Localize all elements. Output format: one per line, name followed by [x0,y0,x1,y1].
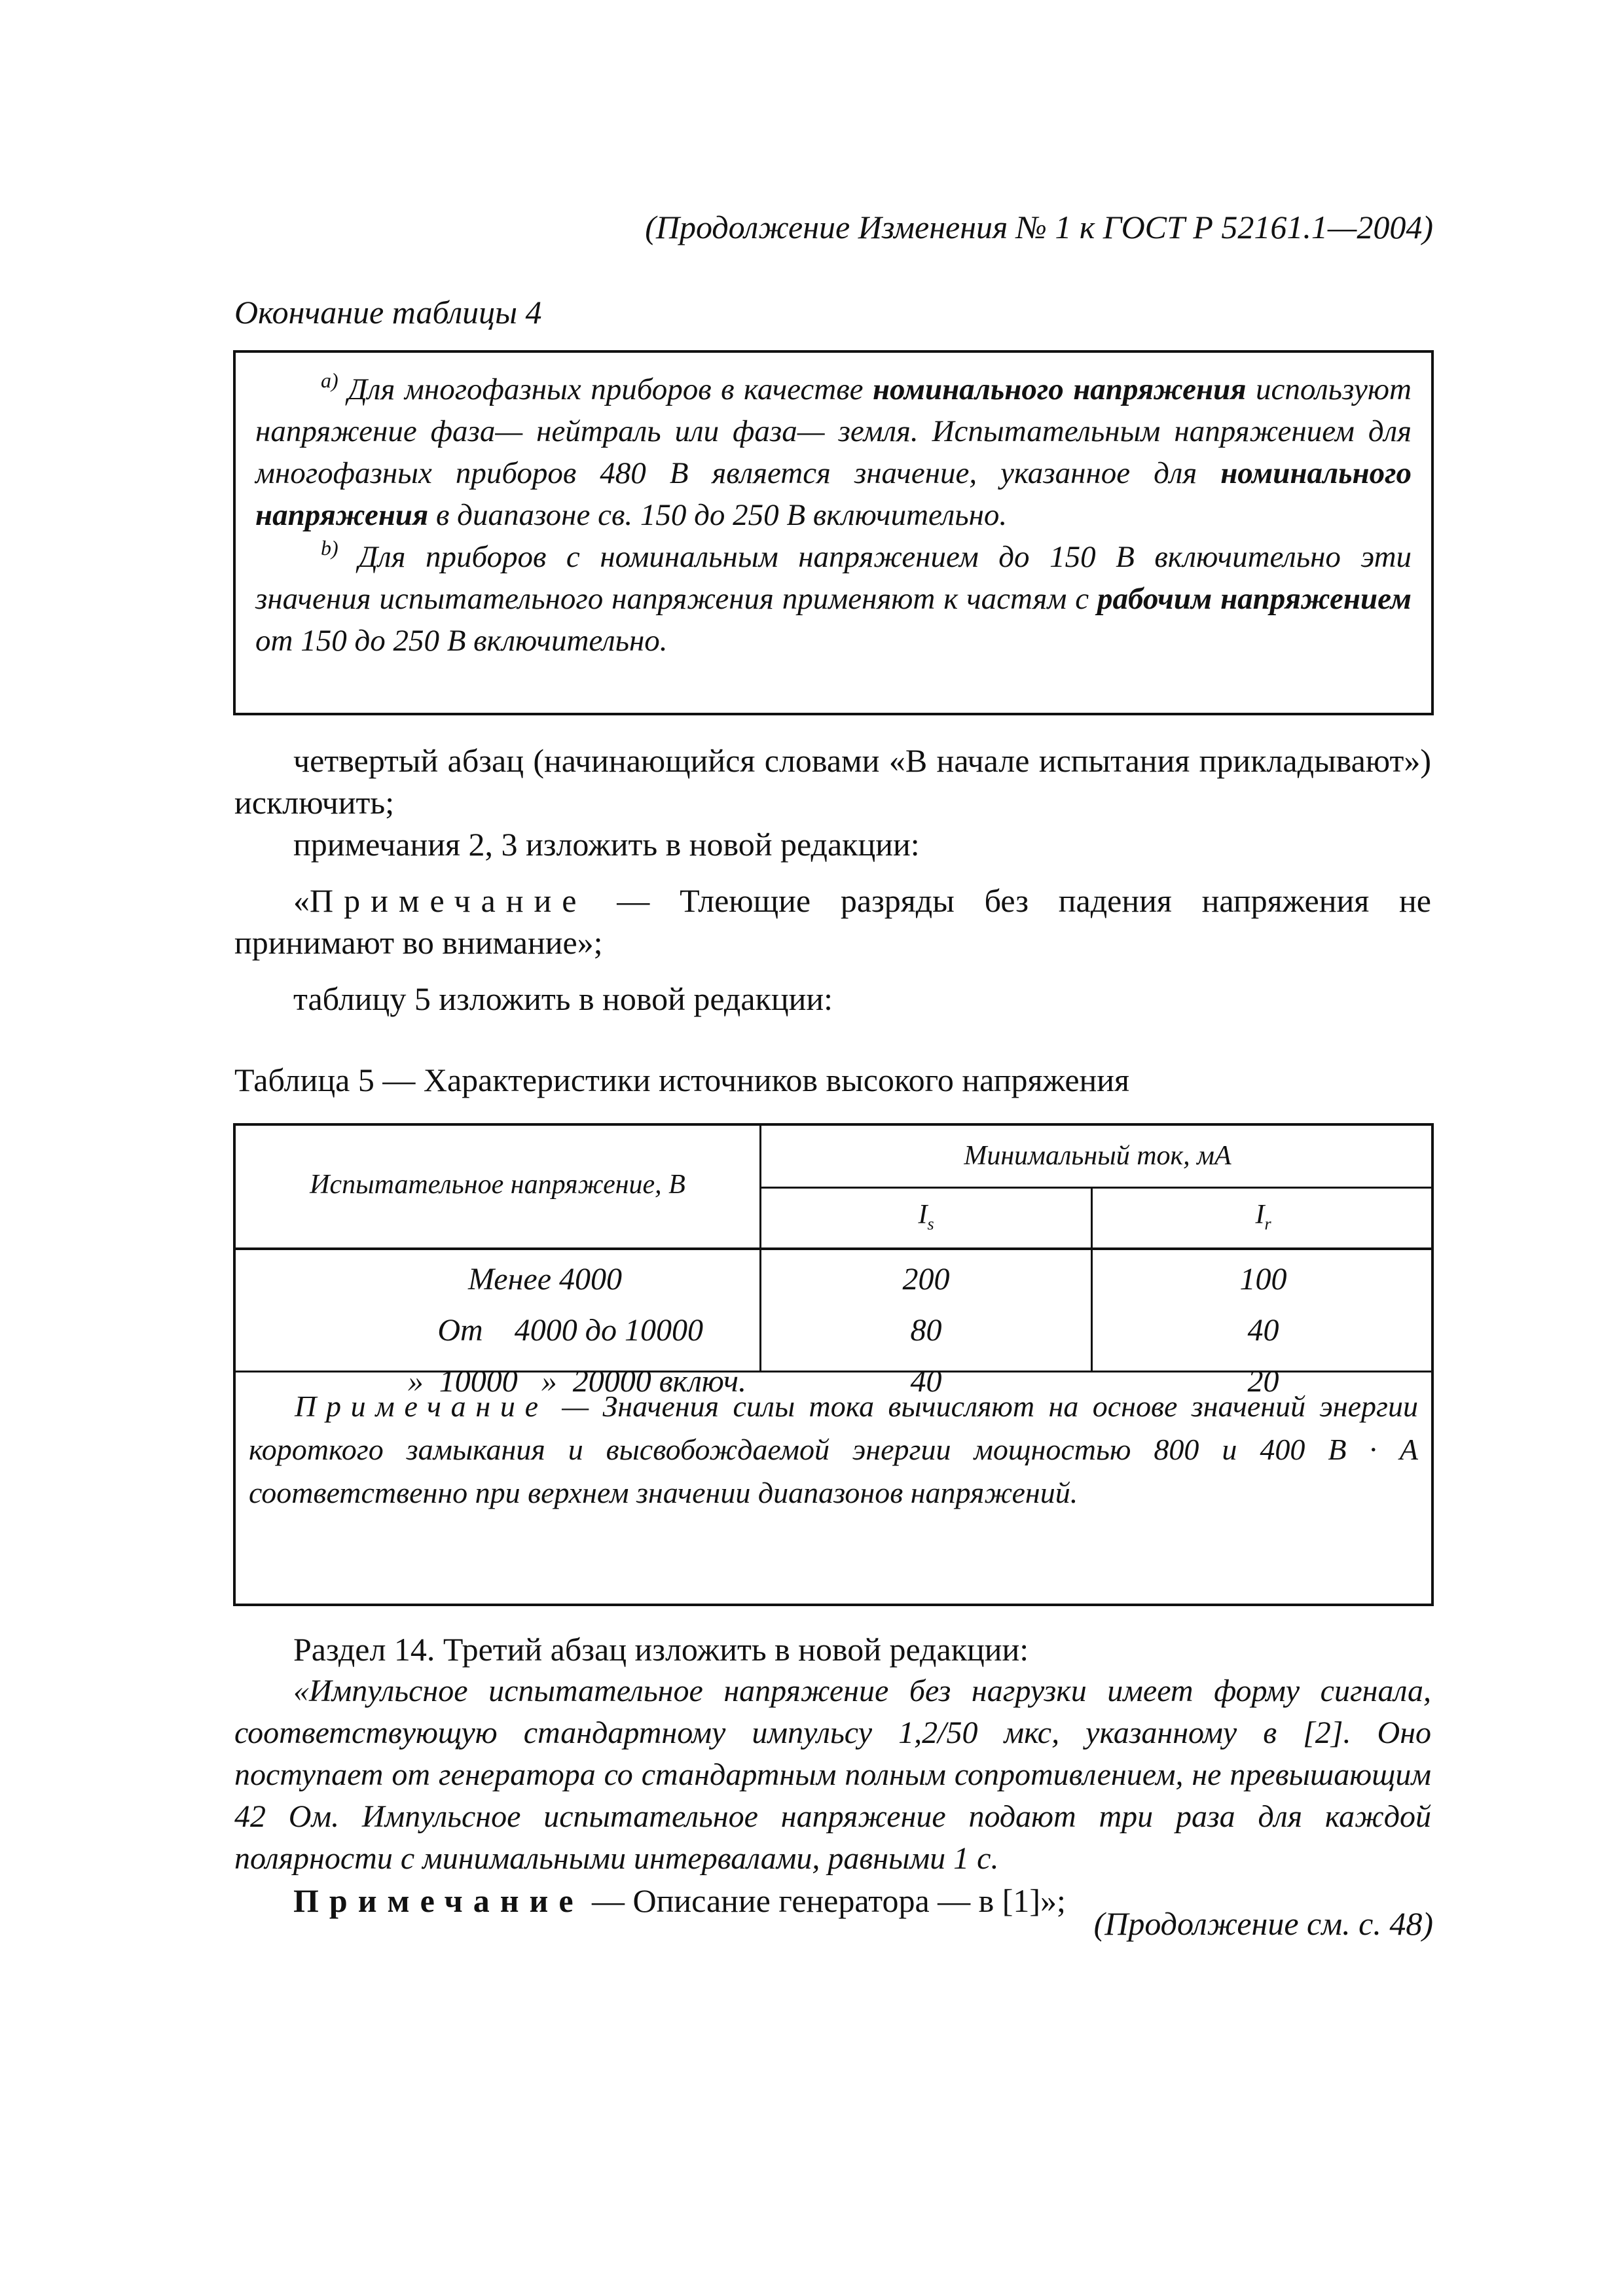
table-cell-voltage: Менее 4000 [467,1262,622,1297]
table5-header-current: Минимальный ток, мА [964,1141,1231,1171]
table4-ending-caption: Окончание таблицы 4 [234,294,542,331]
section14-block [234,1628,1431,1922]
table5-title: Таблица 5 — Характеристики источников высокого напряжения [234,1062,1130,1098]
table5-note [249,1385,1418,1515]
footnote-a [255,368,1412,536]
table-cell-is: 40 [910,1364,942,1399]
table-cell-ir: 20 [1247,1364,1279,1399]
quote-open: « [293,882,310,919]
section14-intro: Раздел 14. Третий абзац изложить в новой редакции: [293,1631,1029,1668]
ir-symbol: I [1255,1200,1265,1230]
is-symbol: I [918,1200,928,1230]
table5-note-text: — Значения силы тока вычисляют на основе значений энергии короткого замыкания и высвобождаемой энергии мощностью 800 и 400 В · А соответственно при верхнем значении диапазонов напряжений. [249,1390,1418,1509]
table5-ir-column [1093,1254,1434,1407]
table5-header-ir [1093,1199,1434,1234]
table5-voltage-column [236,1254,753,1407]
page-footer: (Продолжение см. с. 48) [1093,1905,1433,1942]
footnote-b-term: рабочим напряжением [1097,582,1412,616]
table-cell-ir: 100 [1239,1262,1287,1297]
footnote-a-term-1: номинального напряжения [872,372,1247,406]
ir-index: r [1264,1214,1271,1234]
table5-header-voltage: Испытательное напряжение, В [310,1170,685,1200]
note-text: — Тлеющие разряды без падения напряжения не принимают во внимание»; [234,882,1431,961]
amendment-text-block [234,740,1431,1020]
table5-header-is [761,1199,1091,1234]
table5 [233,1123,1434,1606]
section14-quote: «Импульсное испытательное напряжение без нагрузки имеет форму сигнала, соответствующую стандартному импульсу 1,2/50 мкс, указанному в [2]. Оно поступает от генератора со стандартным полным сопротивлением, не превышающим 42 Ом. Импульсное испытательное напряжение подают три раза для каждой полярности с минимальными интервалами, равными 1 с. [234,1674,1431,1876]
footnote-b-text-1: Для приборов с номинальным напряжением до 150 В включительно эти значения испытательного напряжения применяют к частям с [255,540,1412,616]
table5-divider [759,1187,1434,1189]
footnote-a-marker: a) [321,368,338,392]
is-index: s [927,1214,934,1234]
table-cell-is: 80 [910,1313,942,1348]
paragraph-fourth-abzac: четвертый абзац (начинающийся словами «В начале испытания прикладывают») исключить; [234,742,1431,821]
footnote-a-text-3: в диапазоне св. 150 до 250 В включительно. [428,498,1008,532]
table4-footnotes-box [233,350,1434,715]
footnote-b-marker: b) [321,536,338,560]
table5-is-column [761,1254,1091,1407]
paragraph-table5-intro: таблицу 5 изложить в новой редакции: [293,980,833,1017]
table-cell-is: 200 [902,1262,950,1297]
table-cell-voltage: От 4000 до 10000 [437,1313,703,1348]
table5-divider [236,1247,1434,1250]
paragraph-note-quote [234,880,1431,963]
paragraph-notes-intro: примечания 2, 3 изложить в новой редакции: [293,826,920,863]
table-cell-ir: 40 [1247,1313,1279,1348]
footnote-b [255,536,1412,662]
footnote-a-text-1: Для многофазных приборов в качестве [348,372,873,406]
footnote-a-term-2: номинального напряжения [255,456,1412,532]
table-cell-voltage: » 10000 » 20000 включ. [407,1364,746,1399]
section14-note-text: — Описание генератора — в [1]»; [583,1882,1066,1919]
footnote-a-text-2: используют напряжение фаза— нейтраль или фаза— земля. Испытательным напряжением для многофазных приборов 480 В является значение, указанное для [255,372,1412,490]
table5-note-word: Примечание [295,1390,548,1423]
page-header: (Продолжение Изменения № 1 к ГОСТ Р 52161.1—2004) [645,209,1433,245]
note-word: Примечание [310,882,587,919]
section14-note-word: Примечание [293,1882,584,1919]
footnote-b-text-2: от 150 до 250 В включительно. [255,624,668,658]
